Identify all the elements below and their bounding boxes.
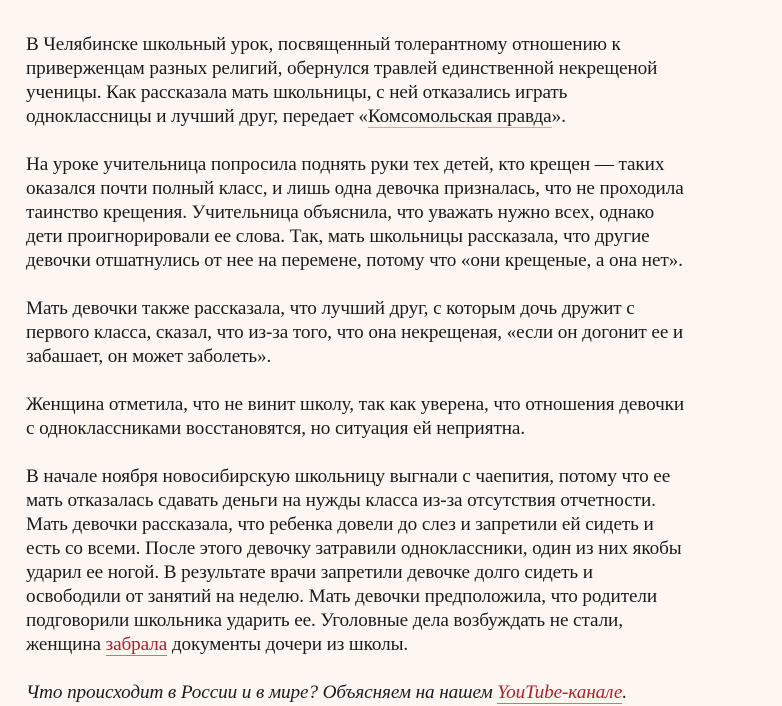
paragraph-1-end: ».: [551, 106, 566, 127]
paragraph-5-text: В начале ноября новосибирскую школьницу выгнали с чаепития, потому что ее мать отказалась сдавать деньги на нужды класса из-за отсутствия отчетности. Мать девочки рассказала, что ребенка довели до слез и запретили ей сидеть и есть со всеми. После этого девочку затравили одноклассники, один из них якобы ударил ее ногой. В результате врачи запретили девочке долго сидеть и освободили от занятий на неделю. Мать девочки предположила, что родители подговорили школьника ударить ее. Уголовные дела возбуждать не стали, женщина: [26, 466, 682, 655]
paragraph-1: [26, 33, 762, 129]
paragraph-4: Женщина отметила, что не винит школу, так как уверена, что отношения девочки с одноклассниками восстановятся, но ситуация ей неприятна.: [26, 394, 685, 439]
youtube-channel-link[interactable]: YouTube-канале: [497, 682, 623, 703]
paragraph-5: [26, 465, 762, 657]
paragraph-2: На уроке учительница попросила поднять руки тех детей, кто крещен — таких оказался почти полный класс, и лишь одна девочка призналась, что не проходила таинство крещения. Учительница объяснила, что уважать нужно всех, однако дети проигнорировали ее слова. Так, мать школьницы рассказала, что другие девочки отшатнулись от нее на перемене, потому что «они крещеные, а она нет».: [26, 154, 684, 271]
source-link-kp[interactable]: Комсомольская правда: [367, 106, 552, 127]
took-documents-link[interactable]: забрала: [105, 634, 168, 655]
paragraph-1-text: В Челябинске школьный урок, посвященный толерантному отношению к приверженцам разных религий, обернулся травлей единственной некрещеной ученицы. Как рассказала мать школьницы, с ней отказались играть одноклассницы и лучший друг, передает «: [26, 34, 658, 127]
youtube-promo-text: Что происходит в России и в мире? Объясняем на нашем: [26, 682, 498, 703]
paragraph-3: Мать девочки также рассказала, что лучший друг, с которым дочь дружит с первого класса, сказал, что из-за того, что она некрещеная, «если он догонит ее и забашает, он может заболеть».: [26, 298, 684, 367]
youtube-promo-end: .: [622, 682, 627, 703]
paragraph-5-end: документы дочери из школы.: [167, 634, 409, 655]
youtube-promo: [26, 681, 762, 705]
